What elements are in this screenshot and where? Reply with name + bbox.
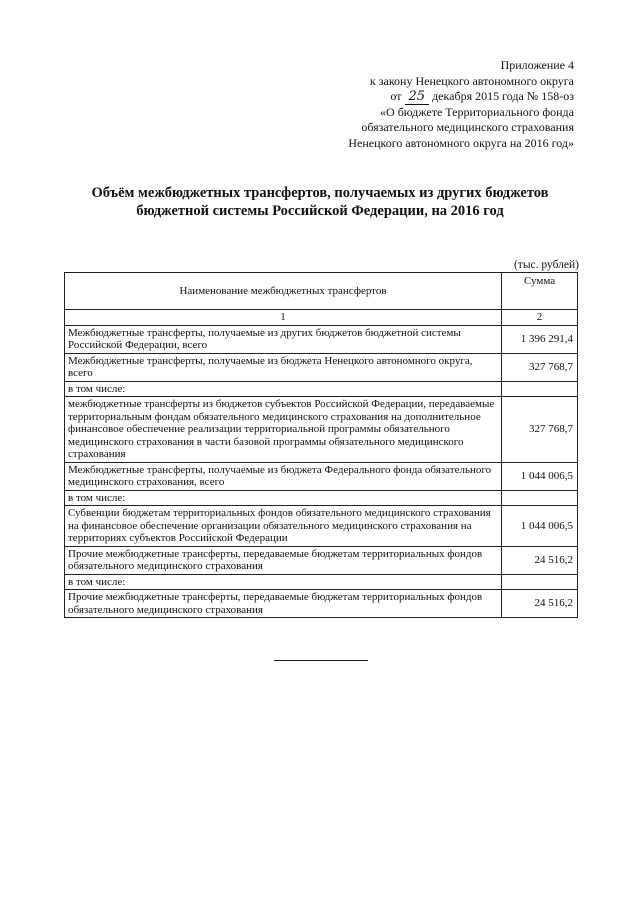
- table-row: [65, 397, 578, 463]
- table-row: [65, 506, 578, 547]
- row-sum: 1 044 006,5: [502, 506, 578, 547]
- row-sum: 327 768,7: [502, 353, 578, 381]
- row-name: Прочие межбюджетные трансферты, передаваемые бюджетам территориальных фондов обязательного медицинского страхования: [65, 546, 502, 574]
- document-title: [0, 184, 640, 220]
- column-number-2: 2: [502, 310, 578, 326]
- date-prefix: от: [390, 89, 402, 103]
- table-row: [65, 462, 578, 490]
- law-title-line-1: «О бюджете Территориального фонда: [380, 104, 574, 119]
- table-row: [65, 353, 578, 381]
- table-row: [65, 325, 578, 353]
- row-name: Субвенции бюджетам территориальных фондов обязательного медицинского страхования на финансовое обеспечение организации обязательного медицинского страхования на территориях субъектов Российской Федерации: [65, 506, 502, 547]
- table-row: [65, 490, 578, 506]
- law-reference: к закону Ненецкого автономного округа: [369, 73, 574, 88]
- row-sum: 1 044 006,5: [502, 462, 578, 490]
- row-name: Межбюджетные трансферты, получаемые из бюджета Федерального фонда обязательного медицинского страхования, всего: [65, 462, 502, 490]
- appendix-header: [348, 58, 574, 151]
- row-sum: [502, 490, 578, 506]
- title-line-2: бюджетной системы Российской Федерации, на 2016 год: [136, 203, 504, 219]
- row-name: в том числе:: [65, 381, 502, 397]
- transfers-table: [64, 272, 578, 618]
- table-row: [65, 574, 578, 590]
- handwritten-day: 25: [405, 89, 430, 105]
- row-sum: [502, 574, 578, 590]
- law-title-line-3: Ненецкого автономного округа на 2016 год»: [348, 135, 574, 150]
- date-suffix: декабря 2015 года № 158-оз: [432, 89, 574, 103]
- row-name: межбюджетные трансферты из бюджетов субъектов Российской Федерации, передаваемые территориальным фондам обязательного медицинского страхования на дополнительное финансовое обеспечение реализации территориальной программы обязательного медицинского страхования в части базовой программы обязательного медицинского страхования: [65, 397, 502, 463]
- column-header-sum: Сумма: [502, 273, 578, 310]
- table-row: [65, 546, 578, 574]
- row-sum: 327 768,7: [502, 397, 578, 463]
- law-date: [348, 89, 574, 105]
- table-header-row: [65, 273, 578, 310]
- row-sum: 24 516,2: [502, 546, 578, 574]
- column-number-row: [65, 310, 578, 326]
- units-label: (тыс. рублей): [513, 259, 579, 271]
- row-name: Прочие межбюджетные трансферты, передаваемые бюджетам территориальных фондов обязательного медицинского страхования: [65, 590, 502, 618]
- row-name: в том числе:: [65, 490, 502, 506]
- table-row: [65, 590, 578, 618]
- end-divider: [274, 660, 368, 661]
- row-name: в том числе:: [65, 574, 502, 590]
- row-sum: 1 396 291,4: [502, 325, 578, 353]
- row-name: Межбюджетные трансферты, получаемые из других бюджетов бюджетной системы Российской Федерации, всего: [65, 325, 502, 353]
- title-line-1: Объём межбюджетных трансфертов, получаемых из других бюджетов: [91, 185, 549, 201]
- appendix-number: Приложение 4: [500, 58, 574, 72]
- law-title-line-2: обязательного медицинского страхования: [361, 120, 574, 134]
- table-row: [65, 381, 578, 397]
- row-name: Межбюджетные трансферты, получаемые из бюджета Ненецкого автономного округа, всего: [65, 353, 502, 381]
- row-sum: 24 516,2: [502, 590, 578, 618]
- column-number-1: 1: [65, 310, 502, 326]
- column-header-name: Наименование межбюджетных трансфертов: [65, 273, 502, 310]
- row-sum: [502, 381, 578, 397]
